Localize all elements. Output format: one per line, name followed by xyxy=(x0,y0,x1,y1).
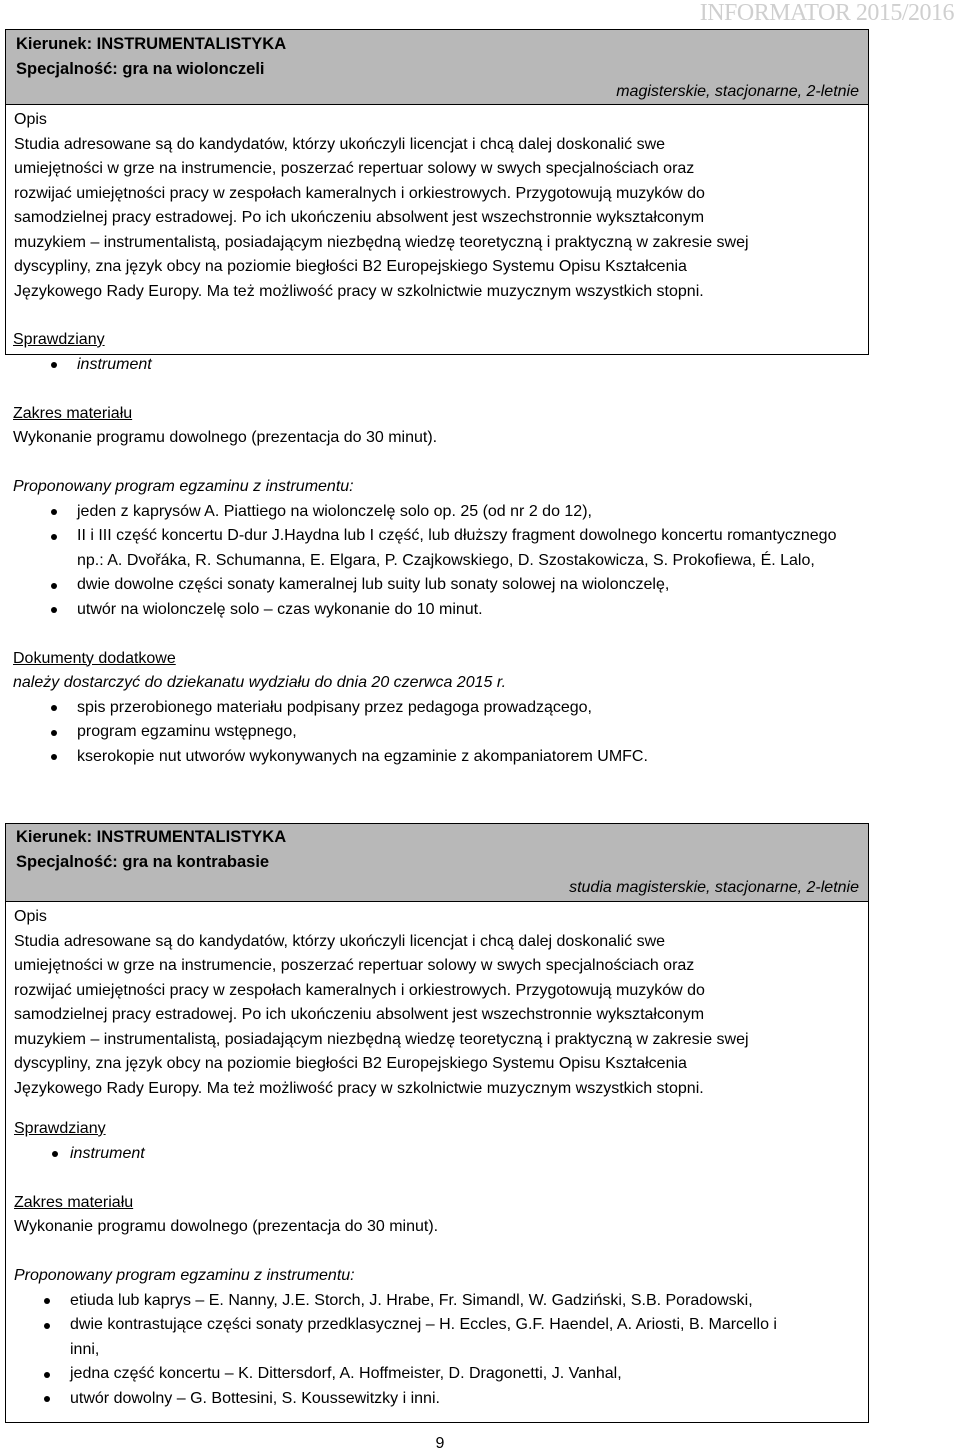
opis-line: muzykiem – instrumentalistą, posiadającym niezbędną wiedzę teoretyczną i praktyczną w zakresie swej xyxy=(14,233,749,251)
list-item: instrument xyxy=(14,1142,858,1167)
kierunek-title: Kierunek: INSTRUMENTALISTYKA xyxy=(16,35,287,53)
specialty-box-double-bass xyxy=(5,823,869,1423)
dokumenty-note: należy dostarczyć do dziekanatu wydziału do dnia 20 czerwca 2015 r. xyxy=(13,674,507,691)
program-label: Proponowany program egzaminu z instrumentu: xyxy=(13,478,354,495)
opis-line: umiejętności w grze na instrumencie, poszerzać repertuar solowy w swych specjalnościach oraz xyxy=(14,160,695,177)
list-item: kserokopie nut utworów wykonywanych na egzaminie z akompaniatorem UMFC. xyxy=(13,745,869,770)
study-mode: magisterskie, stacjonarne, 2-letnie xyxy=(616,83,859,100)
zakres-label: Zakres materiału xyxy=(14,1193,134,1211)
opis-line: dyscypliny, zna język obcy na poziomie biegłości B2 Europejskiego Systemu Opisu Kształcenia xyxy=(14,258,687,275)
list-item: dwie dowolne części sonaty kameralnej lub suity lub sonaty solowej na wiolonczelę, xyxy=(13,573,869,598)
sprawdziany-label: Sprawdziany xyxy=(13,331,105,348)
opis-label: Opis xyxy=(14,111,47,128)
program-list xyxy=(13,500,869,623)
list-item: jeden z kaprysów A. Piattiego na wiolonczelę solo op. 25 (od nr 2 do 12), xyxy=(13,500,869,525)
specjalnosc-title: Specjalność: gra na kontrabasie xyxy=(16,853,270,871)
list-item: utwór na wiolonczelę solo – czas wykonanie do 10 minut. xyxy=(13,598,869,623)
list-item: program egzaminu wstępnego, xyxy=(13,720,869,745)
specialty-header xyxy=(6,30,868,105)
sprawdziany-list xyxy=(13,353,869,378)
zakres-text: Wykonanie programu dowolnego (prezentacja do 30 minut). xyxy=(14,1218,439,1235)
list-item: spis przerobionego materiału podpisany przez pedagoga prowadzącego, xyxy=(13,696,869,721)
sprawdziany-label: Sprawdziany xyxy=(14,1120,106,1137)
opis-line: muzykiem – instrumentalistą, posiadającym niezbędną wiedzę teoretyczną i praktyczną w zakresie swej xyxy=(14,1030,749,1048)
opis-line: Studia adresowane są do kandydatów, którzy ukończyli licencjat i chcą dalej doskonalić swe xyxy=(14,932,666,950)
opis-line: rozwijać umiejętności pracy w zespołach kameralnych i orkiestrowych. Przygotowują muzyków do xyxy=(14,981,705,999)
list-item: instrument xyxy=(13,353,869,378)
program-label: Proponowany program egzaminu z instrumentu: xyxy=(14,1267,355,1284)
opis-line: Językowego Rady Europy. Ma też możliwość pracy w szkolnictwie muzycznym wszystkich stopni. xyxy=(14,282,704,300)
opis-section xyxy=(6,902,868,1411)
informator-header: INFORMATOR 2015/2016 xyxy=(699,0,954,26)
page-number: 9 xyxy=(435,1435,445,1452)
opis-section xyxy=(6,105,868,304)
opis-label: Opis xyxy=(14,908,47,925)
specialty-header xyxy=(6,824,868,902)
program-list xyxy=(6,1289,858,1412)
exam-details-cello xyxy=(13,328,869,769)
opis-line: samodzielnej pracy estradowej. Po ich ukończeniu absolwent jest wszechstronnie wykształconym xyxy=(14,209,705,226)
opis-line: umiejętności w grze na instrumencie, poszerzać repertuar solowy w swych specjalnościach oraz xyxy=(14,957,695,974)
specialty-box-cello xyxy=(5,29,869,355)
list-item: dwie kontrastujące części sonaty przedklasycznej – H. Eccles, G.F. Haendel, A. Ariosti, B. Marcello i inni, xyxy=(6,1313,858,1362)
opis-line: Językowego Rady Europy. Ma też możliwość pracy w szkolnictwie muzycznym wszystkich stopni. xyxy=(14,1079,704,1097)
list-item: II i III część koncertu D-dur J.Haydna lub I część, lub dłuższy fragment dowolnego koncertu romantycznego np.: A. Dvořáka, R. Schumanna, E. Elgara, P. Czajkowskiego, D. Szostakowicza, S. Prokofiewa, É. Lalo, xyxy=(13,524,869,573)
opis-line: Studia adresowane są do kandydatów, którzy ukończyli licencjat i chcą dalej doskonalić swe xyxy=(14,135,666,153)
list-item: utwór dowolny – G. Bottesini, S. Koussewitzky i inni. xyxy=(6,1387,858,1412)
opis-line: samodzielnej pracy estradowej. Po ich ukończeniu absolwent jest wszechstronnie wykształconym xyxy=(14,1006,705,1023)
list-item: jedna część koncertu – K. Dittersdorf, A. Hoffmeister, D. Dragonetti, J. Vanhal, xyxy=(6,1362,858,1387)
sprawdziany-list xyxy=(14,1142,858,1167)
zakres-text: Wykonanie programu dowolnego (prezentacja do 30 minut). xyxy=(13,429,438,446)
opis-line: dyscypliny, zna język obcy na poziomie biegłości B2 Europejskiego Systemu Opisu Kształcenia xyxy=(14,1055,687,1072)
specjalnosc-title: Specjalność: gra na wiolonczeli xyxy=(16,60,265,78)
opis-line: rozwijać umiejętności pracy w zespołach kameralnych i orkiestrowych. Przygotowują muzyków do xyxy=(14,184,705,202)
study-mode: studia magisterskie, stacjonarne, 2-letnie xyxy=(569,879,859,896)
dokumenty-label: Dokumenty dodatkowe xyxy=(13,649,176,667)
dokumenty-list xyxy=(13,696,869,770)
zakres-label: Zakres materiału xyxy=(13,404,133,422)
kierunek-title: Kierunek: INSTRUMENTALISTYKA xyxy=(16,828,287,846)
list-item: etiuda lub kaprys – E. Nanny, J.E. Storch, J. Hrabe, Fr. Simandl, W. Gadziński, S.B. Poradowski, xyxy=(6,1289,858,1314)
